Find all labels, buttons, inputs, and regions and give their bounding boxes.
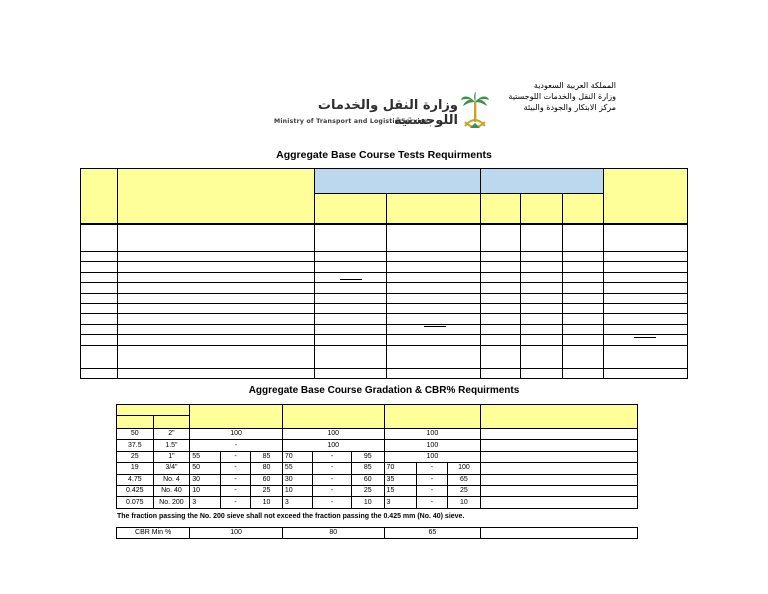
table-row bbox=[81, 324, 688, 334]
percent-passing: 25 bbox=[251, 485, 283, 496]
header-cell bbox=[314, 194, 387, 224]
percent-passing: 95 bbox=[351, 451, 384, 462]
tests-requirements-table bbox=[80, 168, 688, 379]
header-cell bbox=[384, 405, 481, 429]
table-row bbox=[117, 528, 638, 539]
percent-passing: 70 bbox=[282, 451, 313, 462]
sieve-mm: 4.75 bbox=[117, 474, 154, 485]
percent-passing: - bbox=[417, 474, 448, 485]
percent-passing: 100 bbox=[447, 463, 481, 474]
sieve-size: 1.5" bbox=[153, 440, 190, 451]
sieve-mm: 25 bbox=[117, 451, 154, 462]
percent-passing: - bbox=[417, 497, 448, 508]
header-cell bbox=[481, 405, 638, 429]
percent-passing: 100 bbox=[384, 429, 481, 440]
table-row bbox=[117, 474, 638, 485]
percent-passing: - bbox=[313, 451, 352, 462]
table-row bbox=[81, 345, 688, 368]
percent-passing: - bbox=[190, 440, 283, 451]
table-row bbox=[81, 303, 688, 313]
table-row bbox=[81, 262, 688, 272]
header-cell bbox=[117, 405, 190, 416]
table-row bbox=[81, 368, 688, 378]
cbr-value: 100 bbox=[190, 528, 283, 539]
percent-passing: 70 bbox=[384, 463, 417, 474]
header-cell bbox=[481, 194, 521, 224]
cell bbox=[481, 485, 638, 496]
cell bbox=[387, 224, 481, 252]
percent-passing: - bbox=[220, 451, 251, 462]
percent-passing: 100 bbox=[282, 429, 384, 440]
table-row bbox=[81, 224, 688, 252]
gradation-table bbox=[116, 404, 638, 509]
dash-mark bbox=[634, 337, 656, 338]
table-row bbox=[81, 293, 688, 303]
percent-passing: - bbox=[313, 463, 352, 474]
sieve-size: No. 40 bbox=[153, 485, 190, 496]
tests-table-title: Aggregate Base Course Tests Requirments bbox=[276, 149, 492, 161]
logo-arabic-text: وزارة النقل والخدمات اللوجستية bbox=[317, 98, 458, 128]
header-cell bbox=[521, 194, 563, 224]
cell bbox=[521, 224, 563, 252]
cell bbox=[481, 497, 638, 508]
sieve-mm: 37.5 bbox=[117, 440, 154, 451]
arabic-line: مركز الابتكار والجودة والبيئة bbox=[523, 103, 616, 112]
sieve-size: 2" bbox=[153, 429, 190, 440]
percent-passing: 35 bbox=[384, 474, 417, 485]
header-cell bbox=[282, 405, 384, 429]
percent-passing: 10 bbox=[282, 485, 313, 496]
percent-passing: 60 bbox=[351, 474, 384, 485]
sieve-size: No. 4 bbox=[153, 474, 190, 485]
header-cell bbox=[481, 169, 604, 194]
header-cell bbox=[117, 169, 314, 225]
header-cell bbox=[190, 405, 283, 429]
percent-passing: - bbox=[313, 497, 352, 508]
logo-english-text: Ministry of Transport and Logistic Services bbox=[274, 118, 432, 125]
table-row bbox=[81, 283, 688, 293]
dash-mark bbox=[424, 326, 446, 327]
sieve-size: 3/4" bbox=[153, 463, 190, 474]
percent-passing: 85 bbox=[351, 463, 384, 474]
percent-passing: 25 bbox=[351, 485, 384, 496]
percent-passing: - bbox=[220, 474, 251, 485]
percent-passing: - bbox=[220, 485, 251, 496]
header-cell bbox=[81, 169, 118, 225]
percent-passing: 10 bbox=[351, 497, 384, 508]
palm-swords-emblem-icon bbox=[460, 92, 490, 134]
percent-passing: 65 bbox=[447, 474, 481, 485]
percent-passing: - bbox=[417, 485, 448, 496]
percent-passing: 3 bbox=[282, 497, 313, 508]
percent-passing: - bbox=[220, 463, 251, 474]
table-row bbox=[117, 463, 638, 474]
cbr-table bbox=[116, 527, 638, 539]
cell bbox=[314, 224, 387, 252]
cell bbox=[481, 440, 638, 451]
arabic-header-text bbox=[508, 80, 616, 113]
percent-passing: 3 bbox=[190, 497, 221, 508]
header-cell bbox=[314, 169, 481, 194]
percent-passing: 100 bbox=[282, 440, 384, 451]
table-row bbox=[81, 272, 688, 282]
arabic-line: المملكة العربية السعودية bbox=[533, 81, 616, 90]
percent-passing: 25 bbox=[447, 485, 481, 496]
cell bbox=[481, 224, 521, 252]
table-row bbox=[117, 451, 638, 462]
sieve-size: 1" bbox=[153, 451, 190, 462]
cell bbox=[481, 451, 638, 462]
table-row bbox=[81, 169, 688, 194]
percent-passing: 30 bbox=[282, 474, 313, 485]
table-row bbox=[117, 497, 638, 508]
percent-passing: 15 bbox=[384, 485, 417, 496]
percent-passing: 100 bbox=[384, 451, 481, 462]
gradation-table-title: Aggregate Base Course Gradation & CBR% Requirments bbox=[248, 385, 520, 396]
cell bbox=[563, 224, 604, 252]
table-row bbox=[81, 252, 688, 262]
cell bbox=[604, 224, 688, 252]
percent-passing: 85 bbox=[251, 451, 283, 462]
cbr-label: CBR Min % bbox=[117, 528, 190, 539]
percent-passing: 3 bbox=[384, 497, 417, 508]
percent-passing: 60 bbox=[251, 474, 283, 485]
table-row bbox=[81, 314, 688, 324]
table-row bbox=[117, 405, 638, 416]
arabic-line: وزارة النقل والخدمات اللوجستية bbox=[508, 92, 616, 101]
percent-passing: 30 bbox=[190, 474, 221, 485]
cell bbox=[481, 528, 638, 539]
cell bbox=[481, 474, 638, 485]
dash-mark bbox=[340, 279, 362, 280]
table-row bbox=[117, 485, 638, 496]
percent-passing: - bbox=[313, 485, 352, 496]
gradation-note: The fraction passing the No. 200 sieve shall not exceed the fraction passing the 0.425 mm (No. 40) sieve. bbox=[117, 513, 465, 520]
header-cell bbox=[604, 169, 688, 225]
percent-passing: 55 bbox=[282, 463, 313, 474]
percent-passing: 10 bbox=[251, 497, 283, 508]
percent-passing: 80 bbox=[251, 463, 283, 474]
cell bbox=[481, 429, 638, 440]
table-row bbox=[117, 440, 638, 451]
percent-passing: 100 bbox=[190, 429, 283, 440]
sieve-size: No. 200 bbox=[153, 497, 190, 508]
header-cell bbox=[117, 416, 154, 429]
percent-passing: 50 bbox=[190, 463, 221, 474]
percent-passing: - bbox=[313, 474, 352, 485]
cell bbox=[481, 463, 638, 474]
percent-passing: 55 bbox=[190, 451, 221, 462]
table-row bbox=[117, 429, 638, 440]
cbr-value: 80 bbox=[282, 528, 384, 539]
percent-passing: - bbox=[417, 463, 448, 474]
sieve-mm: 50 bbox=[117, 429, 154, 440]
table-row bbox=[81, 335, 688, 345]
ministry-logo bbox=[272, 92, 494, 134]
cbr-value: 65 bbox=[384, 528, 481, 539]
percent-passing: 100 bbox=[384, 440, 481, 451]
percent-passing: - bbox=[220, 497, 251, 508]
header-cell bbox=[153, 416, 190, 429]
sieve-mm: 0.075 bbox=[117, 497, 154, 508]
percent-passing: 10 bbox=[447, 497, 481, 508]
cell bbox=[117, 224, 314, 252]
header-cell bbox=[563, 194, 604, 224]
percent-passing: 10 bbox=[190, 485, 221, 496]
cell bbox=[81, 224, 118, 252]
header-cell bbox=[387, 194, 481, 224]
sieve-mm: 0.425 bbox=[117, 485, 154, 496]
sieve-mm: 19 bbox=[117, 463, 154, 474]
